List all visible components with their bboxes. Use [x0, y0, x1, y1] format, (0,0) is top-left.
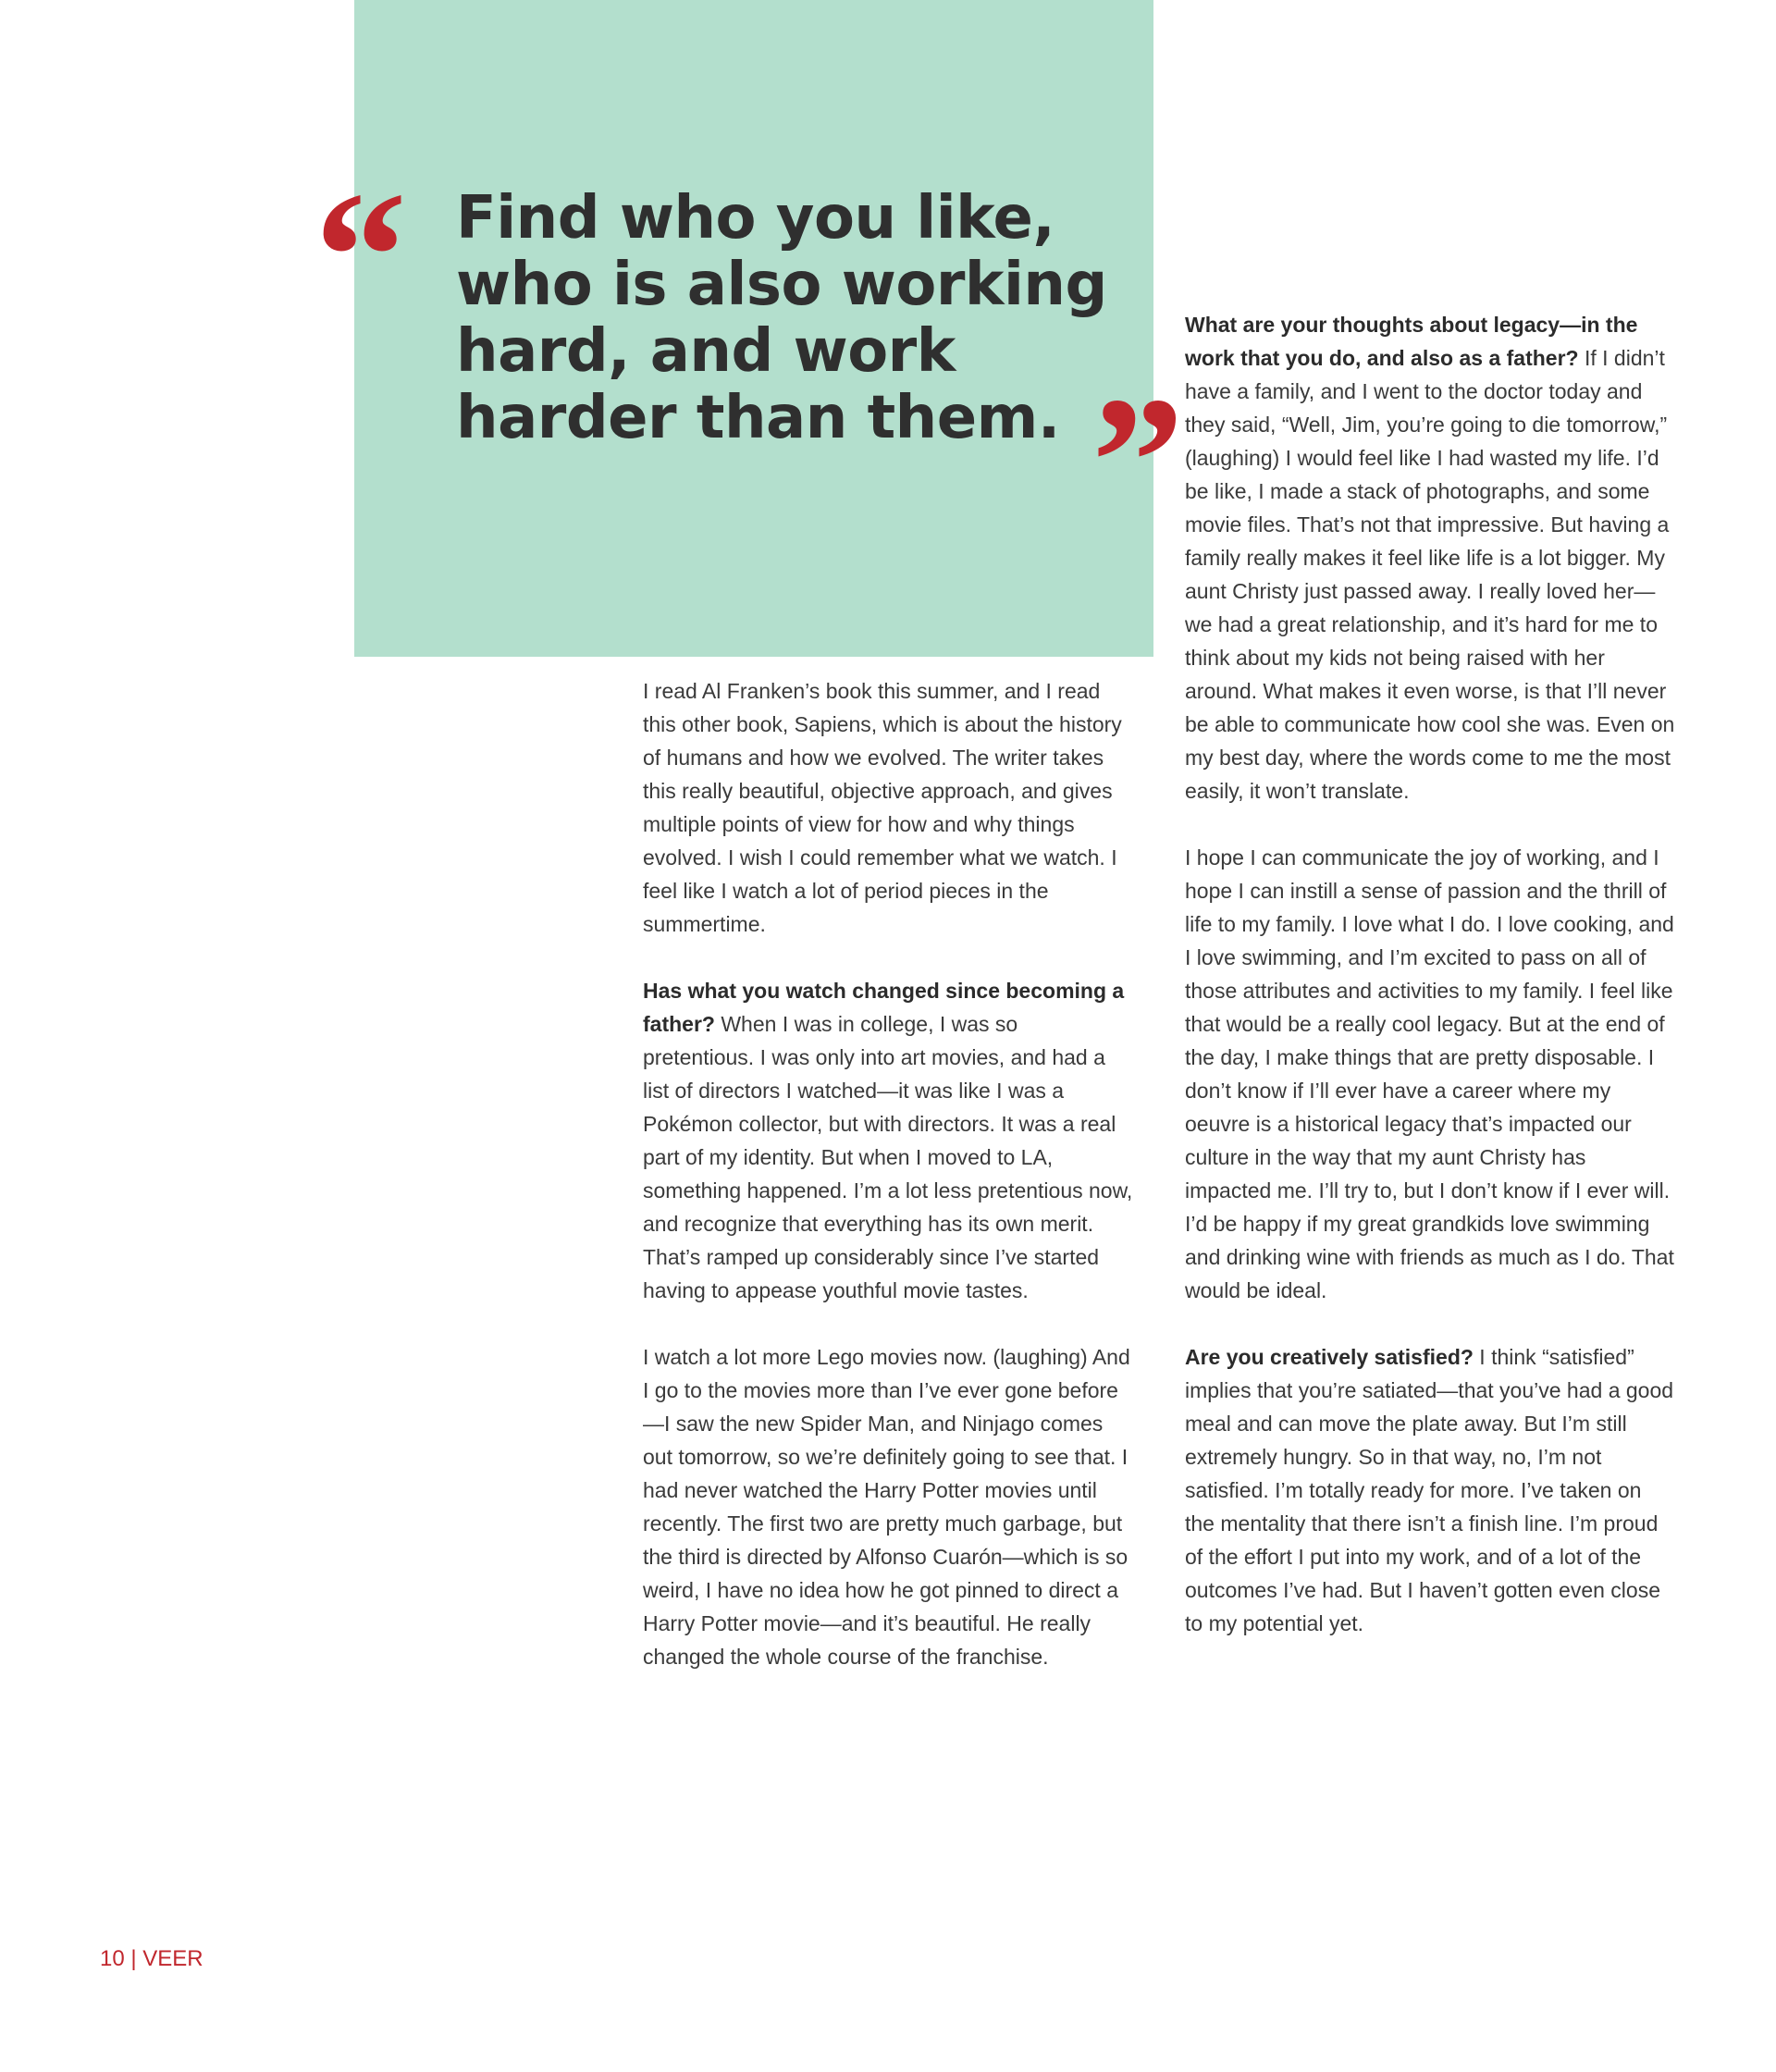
qa-paragraph — [1185, 308, 1675, 808]
answer: I think “satisfied” implies that you’re satiated—that you’ve had a good meal and can move the plate away. But I’m still extremely hungry. So in that way, no, I’m not satisfied. I’m totally ready for more. I’ve taken on the mentality that there isn’t a finish line. I’m proud of the effort I put into my work, and of a lot of the outcomes I’ve had. But I haven’t gotten even close to my potential yet. — [1185, 1345, 1674, 1635]
open-quote-mark: “ — [314, 154, 407, 359]
answer: When I was in college, I was so pretentious. I was only into art movies, and had a list of directors I watched—it was like I was a Pokémon collector, but with directors. It was a real part of my identity. But when I moved to LA, something happened. I’m a lot less pretentious now, and recognize that everything has its own merit. That’s ramped up considerably since I’ve started having to appease youthful movie tastes. — [643, 1012, 1133, 1302]
pull-quote: Find who you like, who is also working hard, and work harder than them. — [456, 184, 1107, 452]
question: What are your thoughts about legacy—in the work that you do, and also as a father? — [1185, 313, 1638, 370]
qa-paragraph — [643, 974, 1133, 1307]
right-column — [1185, 308, 1675, 1673]
paragraph: I read Al Franken’s book this summer, and I read this other book, Sapiens, which is about the history of humans and how we evolved. The writer takes this really beautiful, objective approach, and gives multiple points of view for how and why things evolved. I wish I could remember what we watch. I feel like I watch a lot of period pieces in the summertime. — [643, 679, 1122, 936]
page-folio: 10 | VEER — [100, 1946, 204, 1971]
question: Has what you watch changed since becoming a father? — [643, 979, 1125, 1036]
paragraph: I hope I can communicate the joy of working, and I hope I can instill a sense of passion and the thrill of life to my family. I love what I do. I love cooking, and I love swimming, and I’m excited to pass on all of those attributes and activities to my family. I feel like that would be a really cool legacy. But at the end of the day, I make things that are pretty disposable. I don’t know if I’ll ever have a career where my oeuvre is a historical legacy that’s impacted our culture in the way that my aunt Christy has impacted me. I’ll try to, but I don’t know if I ever will. I’d be happy if my great grandkids love swimming and drinking wine with friends as much as I do. That would be ideal. — [1185, 845, 1674, 1302]
close-quote-mark: ” — [1092, 360, 1184, 564]
qa-paragraph — [1185, 1340, 1675, 1640]
paragraph: I watch a lot more Lego movies now. (laughing) And I go to the movies more than I’ve ever gone before—I saw the new Spider Man, and Ninjago comes out tomorrow, so we’re definitely going to see that. I had never watched the Harry Potter movies until recently. The first two are pretty much garbage, but the third is directed by Alfonso Cuarón—which is so weird, I have no idea how he got pinned to direct a Harry Potter movie—and it’s beautiful. He really changed the whole course of the franchise. — [643, 1345, 1130, 1669]
question: Are you creatively satisfied? — [1185, 1345, 1474, 1369]
answer: If I didn’t have a family, and I went to the doctor today and they said, “Well, Jim, you’re going to die tomorrow,” (laughing) I would feel like I had wasted my life. I’d be like, I made a stack of photographs, and some movie files. That’s not that impressive. But having a family really makes it feel like life is a lot bigger. My aunt Christy just passed away. I really loved her—we had a great relationship, and it’s hard for me to think about my kids not being raised with her around. What makes it even worse, is that I’ll never be able to communicate how cool she was. Even on my best day, where the words come to me the most easily, it won’t translate. — [1185, 346, 1675, 803]
left-column — [643, 674, 1133, 1707]
